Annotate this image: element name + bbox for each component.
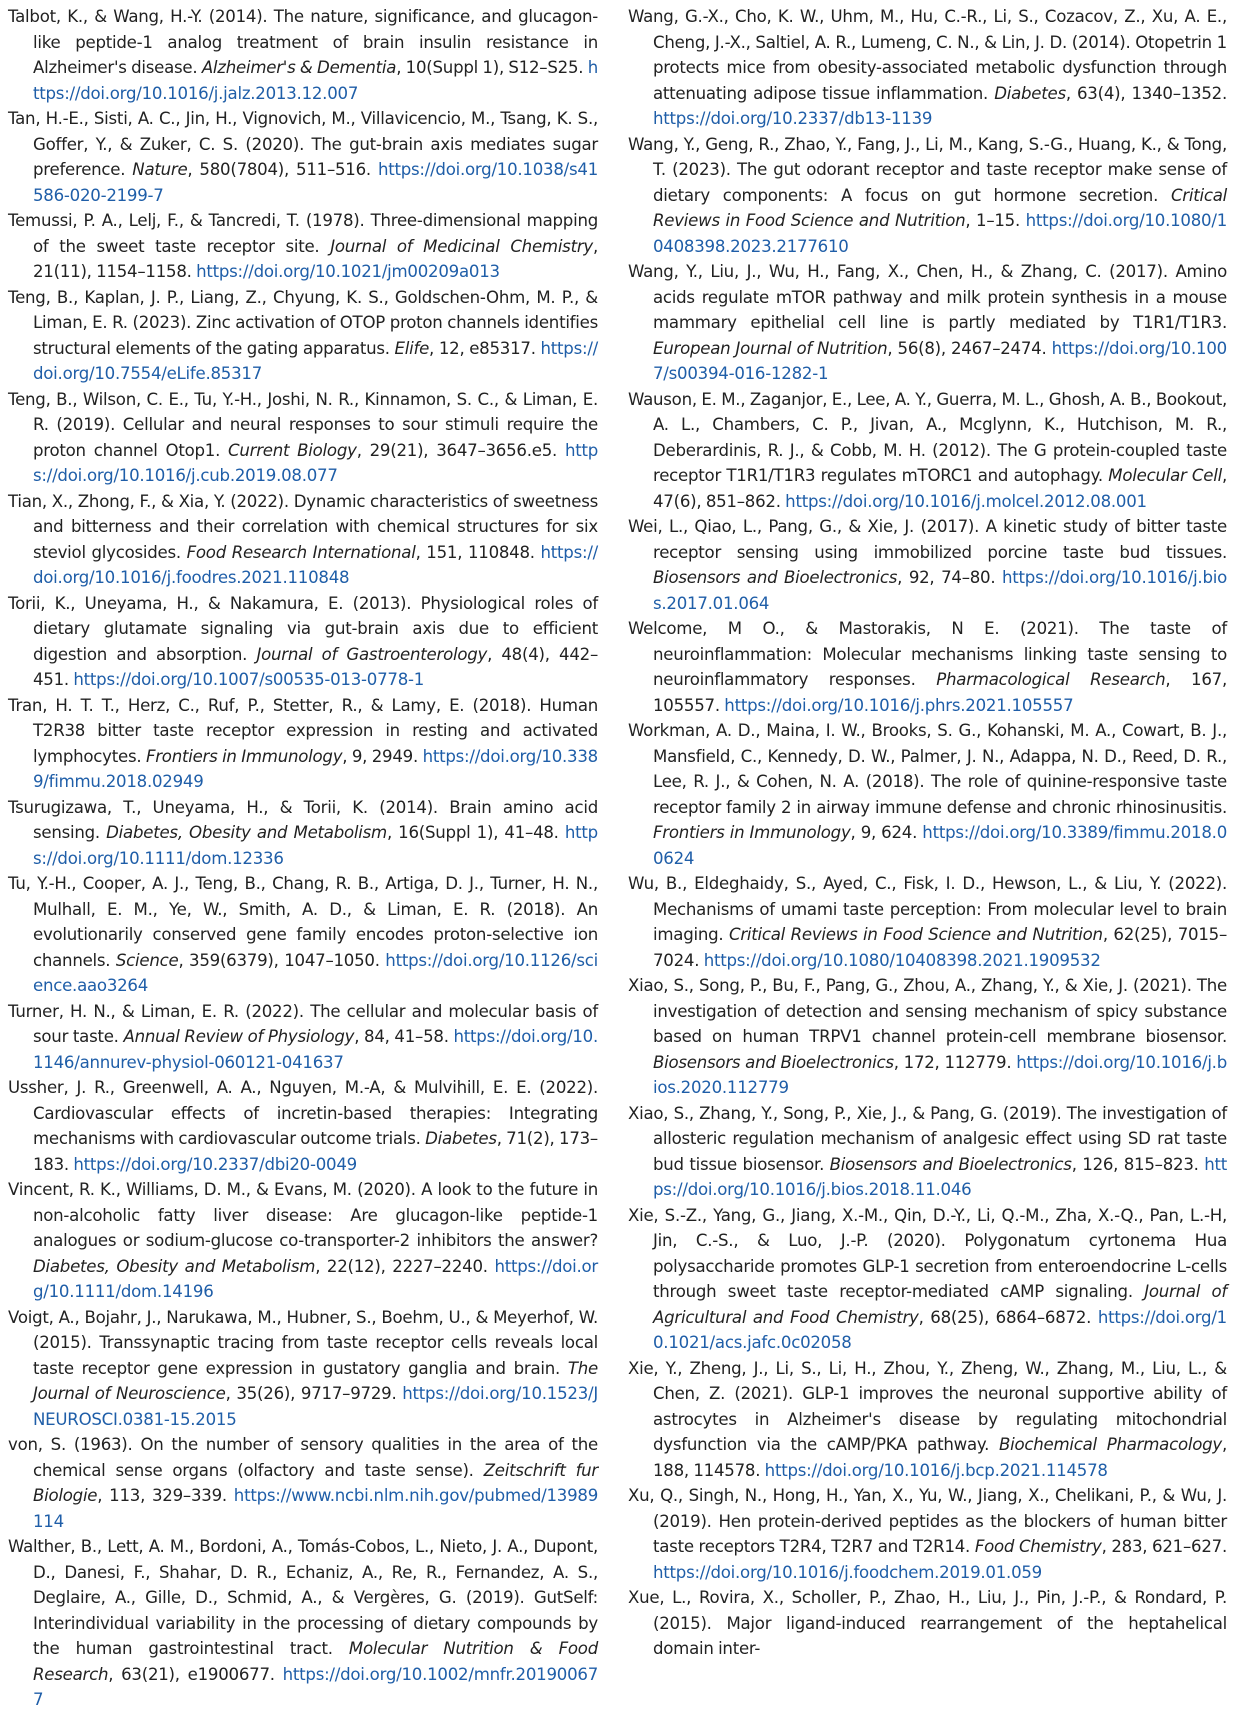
journal-name: Molecular Cell [1108,466,1222,485]
volume-pages: , 113, 329–339. [97,1486,234,1505]
reference-entry [8,591,598,693]
reference-entry [8,208,598,285]
reference-entry [628,973,1227,1101]
reference-entry [628,871,1227,973]
reference-entry [628,514,1227,616]
doi-link[interactable]: https://doi.org/10.1002/mnfr.201900677 [33,1664,598,1709]
doi-link[interactable]: https://doi.org/10.1016/j.phrs.2021.105557 [724,695,1074,715]
doi-link[interactable]: https://doi.org/10.1080/10408398.2021.1909532 [703,950,1101,970]
doi-link[interactable]: https://doi.org/10.1016/j.molcel.2012.08.001 [785,491,1147,511]
reference-entry [8,871,598,999]
journal-name: Diabetes, Obesity and Metabolism [33,1256,316,1276]
reference-entry [628,1203,1227,1356]
reference-text: Voigt, A., Bojahr, J., Narukawa, M., Hubner, S., Boehm, U., & Meyerhof, W. (2015). Transsynaptic tracing from taste receptor cells reveals local taste receptor gene expression in gustatory ganglia and brain. [8,1307,598,1378]
reference-text: Xu, Q., Singh, N., Hong, H., Yan, X., Yu, W., Jiang, X., Chelikani, P., & Wu, J. (2019). Hen protein-derived peptides as the blockers of human bitter taste receptors T2R4, T2R7 and T2R14. [628,1486,1227,1556]
volume-pages: , 21(11), 1154–1158. [33,236,599,281]
volume-pages: , 71(2), 173–183. [33,1129,598,1174]
journal-name: The Journal of Neuroscience [33,1358,598,1403]
journal-name: Biosensors and Bioelectronics [653,1052,894,1072]
volume-pages: , 9, 624. [850,823,923,842]
reference-text: Workman, A. D., Maina, I. W., Brooks, S. G., Kohanski, M. A., Cowart, B. J., Mansfield, C., Kennedy, D. W., Palmer, J. N., Adappa, N. D., Reed, D. R., Lee, R. J., & Cohen, N. A. (2018). The role of quinine-responsive taste receptor family 2 in airway immune defense and chronic rhinosinusitis. [628,721,1227,817]
journal-name: Molecular Nutrition & Food Research [33,1639,598,1684]
journal-name: Food Research International [186,542,416,562]
reference-entry [628,616,1227,718]
journal-name: Frontiers in Immunology [145,746,343,766]
reference-text: Wang, Y., Liu, J., Wu, H., Fang, X., Chen, H., & Zhang, C. (2017). Amino acids regulate mTOR pathway and milk protein synthesis in a mouse mammary epithelial cell line is partly mediated by T1R1/T1R3. [628,262,1227,332]
reference-entry [8,999,598,1076]
reference-text: Tan, H.-E., Sisti, A. C., Jin, H., Vignovich, M., Villavicencio, M., Tsang, K. S., Goffer, Y., & Zuker, C. S. (2020). The gut-brain axis mediates sugar preference. [8,109,598,179]
volume-pages: , 188, 114578. [653,1435,1227,1480]
journal-name: Diabetes [425,1129,497,1148]
volume-pages: , 35(26), 9717–9729. [225,1384,403,1403]
reference-text: Welcome, M O., & Mastorakis, N E. (2021). The taste of neuroinflammation: Molecular mechanisms linking taste sensing to neuroinflammatory responses. [628,619,1227,689]
volume-pages: , 84, 41–58. [354,1027,454,1046]
reference-text: Xie, S.-Z., Yang, G., Jiang, X.-M., Qin, D.-Y., Li, Q.-M., Zha, X.-Q., Pan, L.-H, Jin, C.-S., & Luo, J.-P. (2020). Polygonatum cyrtonema Hua polysaccharide promotes GLP-1 secretion from enteroendocrine L-cells through sweet taste receptor-mediated cAMP signaling. [628,1205,1227,1301]
doi-link[interactable]: https://doi.org/10.1016/j.bios.2020.112779 [653,1052,1227,1097]
right-reference-column [628,4,1227,1658]
volume-pages: , 172, 112779. [893,1052,1017,1072]
doi-link[interactable]: https://doi.org/10.1080/10408398.2023.2177610 [653,211,1227,256]
journal-name: Elife [394,338,430,358]
volume-pages: , 126, 815–823. [1071,1154,1205,1174]
reference-entry [8,1432,598,1534]
reference-entry [8,795,598,872]
doi-link[interactable]: https://doi.org/10.1016/j.cub.2019.08.077 [33,440,599,485]
reference-text: Xie, Y., Zheng, J., Li, S., Li, H., Zhou, Y., Zheng, W., Zhang, M., Liu, L., & Chen, Z. (2021). GLP-1 improves the neuronal supportive ability of astrocytes in Alzheimer's disease by regulating mitochondrial dysfunction via the cAMP/PKA pathway. [628,1358,1227,1454]
journal-name: Critical Reviews in Food Science and Nutrition [653,185,1227,230]
reference-entry [8,4,598,106]
doi-link[interactable]: https://doi.org/10.2337/db13-1139 [653,109,933,128]
reference-text: Tian, X., Zhong, F., & Xia, Y. (2022). Dynamic characteristics of sweetness and bitterness and their correlation with chemical structures for six steviol glycosides. [8,491,598,562]
journal-name: Pharmacological Research [936,670,1166,689]
journal-name: Diabetes, Obesity and Metabolism [106,823,387,842]
doi-link[interactable]: https://doi.org/10.1016/j.jalz.2013.12.007 [33,58,598,103]
reference-text: von, S. (1963). On the number of sensory qualities in the area of the chemical sense organs (olfactory and taste sense). [8,1435,598,1480]
reference-text: Temussi, P. A., Lelj, F., & Tancredi, T. (1978). Three-dimensional mapping of the sweet taste receptor site. [8,211,598,256]
reference-entry [8,1075,598,1177]
doi-link[interactable]: https://doi.org/10.1016/j.bios.2018.11.046 [653,1154,1227,1199]
reference-entry [628,1356,1227,1484]
journal-name: Nature [132,160,188,179]
reference-text: Wu, B., Eldeghaidy, S., Ayed, C., Fisk, I. D., Hewson, L., & Liu, Y. (2022). Mechanisms of umami taste perception: From molecular level to brain imaging. [628,874,1227,944]
volume-pages: , 63(4), 1340–1352. [1065,83,1227,103]
reference-entry [8,387,598,489]
reference-text: Wang, G.-X., Cho, K. W., Uhm, M., Hu, C.-R., Li, S., Cozacov, Z., Xu, A. E., Cheng, J.-X., Saltiel, A. R., Lumeng, C. N., & Lin, J. D. (2014). Otopetrin 1 protects mice from obesity-associated metabolic dysfunction through attenuating adipose tissue inflammation. [628,7,1227,103]
reference-text: Teng, B., Wilson, C. E., Tu, Y.-H., Joshi, N. R., Kinnamon, S. C., & Liman, E. R. (2019). Cellular and neural responses to sour stimuli require the proton channel Otop1. [8,389,598,460]
left-reference-column [8,4,599,1709]
doi-link[interactable]: https://doi.org/10.3389/fimmu.2018.00624 [653,823,1227,868]
reference-entry [628,718,1227,871]
reference-entry [8,1305,598,1433]
reference-text: Torii, K., Uneyama, H., & Nakamura, E. (2013). Physiological roles of dietary glutamate signaling via gut-brain axis due to efficient digestion and absorption. [8,593,598,664]
volume-pages: , 22(12), 2227–2240. [315,1256,495,1276]
reference-text: Wei, L., Qiao, L., Pang, G., & Xie, J. (2017). A kinetic study of bitter taste receptor sensing using immobilized porcine taste bud tissues. [628,517,1227,562]
volume-pages: , 68(25), 6864–6872. [918,1307,1098,1327]
reference-text: Xiao, S., Song, P., Bu, F., Pang, G., Zhou, A., Zhang, Y., & Xie, J. (2021). The investigation of detection and sensing mechanism of spicy substance based on human TRPV1 channel protein-cell membrane biosensor. [628,976,1227,1046]
journal-name: Critical Reviews in Food Science and Nutrition [729,925,1103,944]
reference-entry [8,1177,598,1305]
doi-link[interactable]: https://doi.org/10.1021/jm00209a013 [196,262,500,281]
volume-pages: , 1–15. [965,211,1026,230]
reference-text: Teng, B., Kaplan, J. P., Liang, Z., Chyung, K. S., Goldschen-Ohm, M. P., & Liman, E. R. (2023). Zinc activation of OTOP proton channels identifies structural elements of the gating apparatus. [8,287,598,358]
doi-link[interactable]: https://doi.org/10.7554/eLife.85317 [33,338,598,383]
volume-pages: , 9, 2949. [342,746,423,766]
reference-entry [628,1101,1227,1203]
reference-entry [8,489,598,591]
volume-pages: , 56(8), 2467–2474. [887,338,1052,358]
doi-link[interactable]: https://doi.org/10.1021/acs.jafc.0c02058 [653,1307,1227,1352]
doi-link[interactable]: https://doi.org/10.3389/fimmu.2018.02949 [33,746,598,791]
reference-text: Talbot, K., & Wang, H.-Y. (2014). The nature, significance, and glucagon-like peptide-1 analog treatment of brain insulin resistance in Alzheimer's disease. [8,7,598,77]
doi-link[interactable]: https://doi.org/10.1016/j.bios.2017.01.064 [653,568,1227,613]
doi-link[interactable]: https://doi.org/10.1007/s00394-016-1282-1 [653,338,1227,383]
reference-text: Tu, Y.-H., Cooper, A. J., Teng, B., Chang, R. B., Artiga, D. J., Turner, H. N., Mulhall, E. M., Ye, W., Smith, A. D., & Liman, E. R. (2018). An evolutionarily conserved gene family encodes proton-selective ion channels. [8,874,598,970]
volume-pages: , 580(7804), 511–516. [187,160,378,179]
reference-entry [8,1534,598,1713]
doi-link[interactable]: https://doi.org/10.1038/s41586-020-2199-7 [33,160,599,205]
reference-text: Turner, H. N., & Liman, E. R. (2022). The cellular and molecular basis of sour taste. [8,1001,598,1046]
volume-pages: , 359(6379), 1047–1050. [178,950,386,970]
volume-pages: , 167, 105557. [653,670,1227,715]
reference-text: Tsurugizawa, T., Uneyama, H., & Torii, K. (2014). Brain amino acid sensing. [8,797,598,842]
reference-entry [8,285,598,387]
reference-entry [8,693,598,795]
reference-entry [628,4,1227,132]
reference-entry [628,1585,1227,1662]
journal-name: Alzheimer's & Dementia [201,58,397,77]
reference-text: Walther, B., Lett, A. M., Bordoni, A., Tomás-Cobos, L., Nieto, J. A., Dupont, D., Danesi, F., Shahar, D. R., Echaniz, A., Re, R., Fernandez, A. S., Deglaire, A., Gille, D., Schmid, A., & Vergères, G. (2019). GutSelf: Interindividual variability in the processing of dietary compounds by the human gastrointestinal tract. [8,1537,598,1658]
volume-pages: , 151, 110848. [415,542,541,562]
journal-name: Current Biology [228,440,357,460]
journal-name: Biosensors and Bioelectronics [829,1154,1072,1174]
journal-name: Journal of Medicinal Chemistry [330,236,593,256]
doi-link[interactable]: https://doi.org/10.1126/science.aao3264 [33,950,598,995]
reference-text: Tran, H. T. T., Herz, C., Ruf, P., Stetter, R., & Lamy, E. (2018). Human T2R38 bitter taste receptor expression in resting and activated lymphocytes. [8,695,598,766]
doi-link[interactable]: https://doi.org/10.2337/dbi20-0049 [73,1154,357,1174]
volume-pages: , 47(6), 851–862. [653,466,1227,511]
reference-text: Vincent, R. K., Williams, D. M., & Evans, M. (2020). A look to the future in non-alcoholic fatty liver disease: Are glucagon-like peptide-1 analogues or sodium-glucose co-transporter-2 inhibitors the answer? [8,1180,598,1250]
reference-entry [8,106,598,208]
reference-entry [628,387,1227,515]
reference-entry [628,1483,1227,1585]
reference-text: Xue, L., Rovira, X., Scholler, P., Zhao, H., Liu, J., Pin, J.-P., & Rondard, P. (2015). Major ligand-induced rearrangement of the heptahelical domain inter- [628,1588,1227,1658]
reference-text: Ussher, J. R., Greenwell, A. A., Nguyen, M.-A, & Mulvihill, E. E. (2022). Cardiovascular effects of incretin-based therapies: Integrating mechanisms with cardiovascular outcome trials. [8,1078,598,1148]
doi-link[interactable]: https://doi.org/10.1016/j.bcp.2021.114578 [764,1460,1108,1480]
journal-name: Journal of Agricultural and Food Chemistry [653,1282,1227,1327]
doi-link[interactable]: https://doi.org/10.1007/s00535-013-0778-1 [73,670,425,689]
journal-name: Annual Review of Physiology [123,1027,355,1046]
volume-pages: , 12, e85317. [429,338,541,358]
volume-pages: , 10(Suppl 1), S12–S25. [396,58,588,77]
journal-name: Frontiers in Immunology [653,823,851,842]
volume-pages: , 92, 74–80. [897,568,1002,587]
reference-text: Xiao, S., Zhang, Y., Song, P., Xie, J., & Pang, G. (2019). The investigation of allosteric regulation mechanism of analgesic effect using SD rat taste bud tissue biosensor. [628,1103,1227,1174]
doi-link[interactable]: https://www.ncbi.nlm.nih.gov/pubmed/13989114 [33,1486,598,1531]
journal-name: Biochemical Pharmacology [998,1435,1222,1454]
reference-text: Wauson, E. M., Zaganjor, E., Lee, A. Y., Guerra, M. L., Ghosh, A. B., Bookout, A. L., Chambers, C. P., Jivan, A., Mcglynn, K., Hutchison, M. R., Deberardinis, R. J., & Cobb, M. H. (2012). The G protein-coupled taste receptor T1R1/T1R3 regulates mTORC1 and autophagy. [628,389,1227,485]
volume-pages: , 29(21), 3647–3656.e5. [356,440,565,460]
journal-name: Zeitschrift fur Biologie [33,1460,598,1505]
journal-name: Journal of Gastroenterology [256,644,488,664]
doi-link[interactable]: https://doi.org/10.1523/JNEUROSCI.0381-15.2015 [33,1384,598,1429]
journal-name: Diabetes [994,83,1066,103]
journal-name: Food Chemistry [974,1537,1102,1556]
reference-text: Wang, Y., Geng, R., Zhao, Y., Fang, J., Li, M., Kang, S.-G., Huang, K., & Tong, T. (2023). The gut odorant receptor and taste receptor make sense of dietary components: A focus on gut hormone secretion. [628,134,1227,205]
volume-pages: , 283, 621–627. [1101,1537,1227,1556]
volume-pages: , 63(21), e1900677. [108,1664,283,1684]
reference-entry [628,259,1227,387]
volume-pages: , 62(25), 7015–7024. [653,925,1227,970]
doi-link[interactable]: https://doi.org/10.1111/dom.14196 [33,1256,598,1301]
journal-name: European Journal of Nutrition [653,338,888,358]
doi-link[interactable]: https://doi.org/10.1016/j.foodchem.2019.01.059 [653,1562,1042,1582]
journal-name: Science [115,950,179,970]
volume-pages: , 16(Suppl 1), 41–48. [386,823,565,842]
doi-link[interactable]: https://doi.org/10.1146/annurev-physiol-060121-041637 [33,1027,598,1072]
reference-entry [628,132,1227,260]
doi-link[interactable]: https://doi.org/10.1111/dom.12336 [33,823,598,868]
doi-link[interactable]: https://doi.org/10.1016/j.foodres.2021.110848 [33,542,599,587]
volume-pages: , 48(4), 442–451. [33,644,598,689]
journal-name: Biosensors and Bioelectronics [653,568,898,587]
